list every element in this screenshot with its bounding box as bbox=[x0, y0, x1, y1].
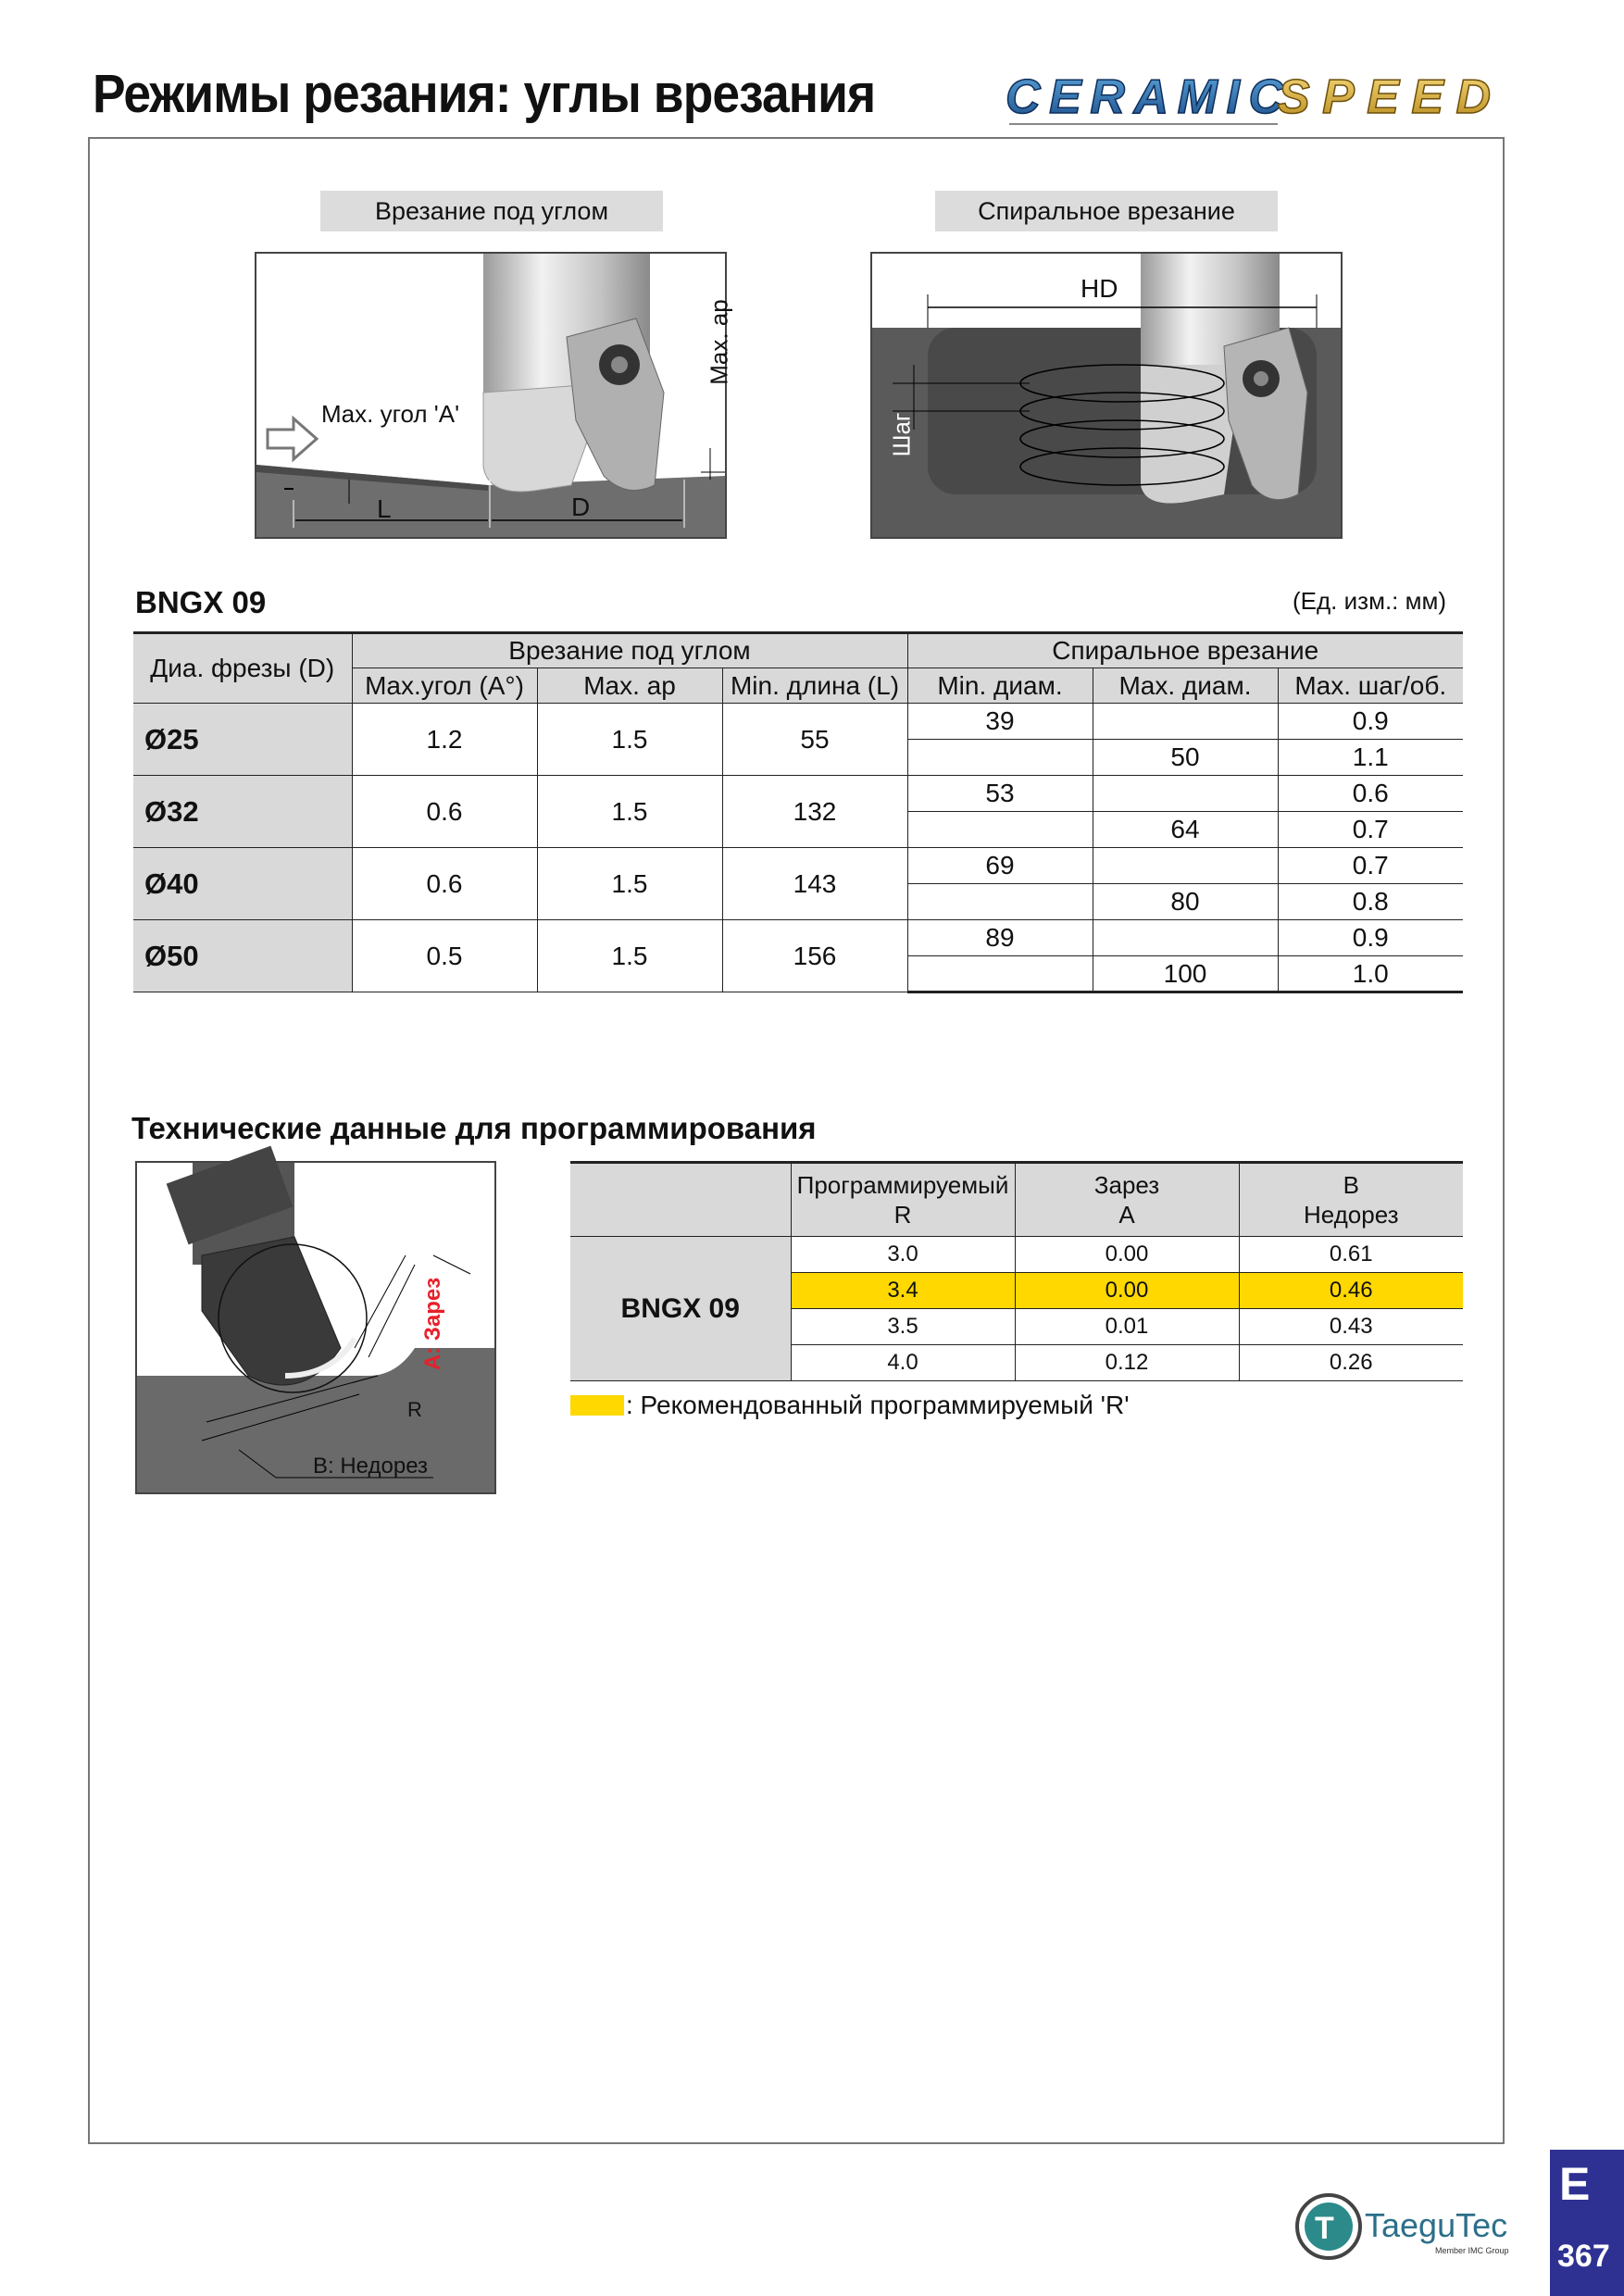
min-dia-cell: 69 bbox=[907, 848, 1093, 884]
min-dia-cell: 89 bbox=[907, 920, 1093, 956]
pitch-label: Шаг bbox=[887, 412, 916, 457]
angle-cell: 0.6 bbox=[352, 776, 537, 848]
table-row bbox=[133, 920, 1463, 956]
svg-text:Member IMC Group: Member IMC Group bbox=[1435, 2246, 1509, 2255]
r-cell: 3.5 bbox=[791, 1309, 1015, 1345]
pitch-cell: 0.6 bbox=[1278, 776, 1463, 812]
header-line: A bbox=[1118, 1201, 1135, 1229]
max-ap-label: Max. ap bbox=[705, 299, 733, 385]
min-dia-cell: 39 bbox=[907, 704, 1093, 740]
angle-cell: 0.6 bbox=[352, 848, 537, 920]
max-dia-cell: 100 bbox=[1093, 956, 1278, 992]
unit-note: (Ед. изм.: мм) bbox=[1293, 587, 1447, 615]
max-dia-cell: 50 bbox=[1093, 740, 1278, 776]
length-cell: 156 bbox=[722, 920, 907, 992]
L-label: L bbox=[377, 494, 392, 523]
helical-label: Спиральное врезание bbox=[935, 191, 1278, 231]
a-cell: 0.01 bbox=[1015, 1309, 1239, 1345]
programming-table bbox=[570, 1161, 1463, 1381]
svg-text:T: T bbox=[1315, 2211, 1334, 2246]
svg-text:SPEED: SPEED bbox=[1278, 70, 1491, 124]
length-cell: 55 bbox=[722, 704, 907, 776]
ap-cell: 1.5 bbox=[537, 776, 722, 848]
ramping-label: Врезание под углом bbox=[320, 191, 663, 231]
a-cell: 0.00 bbox=[1015, 1237, 1239, 1273]
a-cell: 0.12 bbox=[1015, 1345, 1239, 1381]
ap-cell: 1.5 bbox=[537, 848, 722, 920]
A-label: A: Зарез bbox=[420, 1277, 445, 1371]
angle-cell: 1.2 bbox=[352, 704, 537, 776]
empty-cell bbox=[907, 740, 1093, 776]
header-line: R bbox=[893, 1201, 912, 1229]
col-undercut-b bbox=[1239, 1163, 1463, 1237]
col-gouge-a bbox=[1015, 1163, 1239, 1237]
empty-cell bbox=[1093, 776, 1278, 812]
col-max-angle: Max.угол (A°) bbox=[352, 668, 537, 704]
length-cell: 132 bbox=[722, 776, 907, 848]
col-helical: Спиральное врезание bbox=[907, 633, 1463, 668]
table-row bbox=[133, 848, 1463, 884]
min-dia-cell: 53 bbox=[907, 776, 1093, 812]
angle-cell: 0.5 bbox=[352, 920, 537, 992]
b-cell: 0.46 bbox=[1239, 1273, 1463, 1309]
col-max-dia: Max. диам. bbox=[1093, 668, 1278, 704]
pitch-cell: 0.9 bbox=[1278, 704, 1463, 740]
empty-cell bbox=[907, 812, 1093, 848]
empty-cell bbox=[907, 884, 1093, 920]
table-row bbox=[133, 704, 1463, 740]
ap-cell: 1.5 bbox=[537, 920, 722, 992]
r-cell: 3.0 bbox=[791, 1237, 1015, 1273]
header-line: B bbox=[1343, 1171, 1359, 1199]
ap-cell: 1.5 bbox=[537, 704, 722, 776]
col-programmed-r bbox=[791, 1163, 1015, 1237]
legend-swatch bbox=[570, 1395, 624, 1416]
col-dia: Диа. фрезы (D) bbox=[133, 633, 352, 704]
dia-cell: Ø25 bbox=[133, 704, 352, 776]
b-cell: 0.43 bbox=[1239, 1309, 1463, 1345]
pitch-cell: 0.7 bbox=[1278, 812, 1463, 848]
ceramicspeed-logo bbox=[1000, 65, 1500, 139]
max-dia-cell: 80 bbox=[1093, 884, 1278, 920]
insert-name-cell: BNGX 09 bbox=[570, 1237, 791, 1381]
pitch-cell: 0.8 bbox=[1278, 884, 1463, 920]
col-ramping: Врезание под углом bbox=[352, 633, 907, 668]
col-max-ap: Max. ap bbox=[537, 668, 722, 704]
b-cell: 0.61 bbox=[1239, 1237, 1463, 1273]
max-dia-cell: 64 bbox=[1093, 812, 1278, 848]
b-cell: 0.26 bbox=[1239, 1345, 1463, 1381]
header-line: Зарез bbox=[1093, 1171, 1160, 1199]
max-angle-label: Max. угол 'A' bbox=[321, 400, 460, 428]
header-line: Недорез bbox=[1303, 1201, 1399, 1229]
legend-text: : Рекомендованный программируемый 'R' bbox=[626, 1391, 1130, 1419]
svg-text:CERAMIC: CERAMIC bbox=[1006, 70, 1283, 124]
dia-cell: Ø50 bbox=[133, 920, 352, 992]
empty-cell bbox=[1093, 704, 1278, 740]
empty-cell bbox=[1093, 848, 1278, 884]
table1-title: BNGX 09 bbox=[135, 585, 267, 619]
r-cell: 4.0 bbox=[791, 1345, 1015, 1381]
header-line: Программируемый bbox=[796, 1171, 1009, 1199]
pitch-cell: 1.0 bbox=[1278, 956, 1463, 992]
col-max-pitch: Max. шаг/об. bbox=[1278, 668, 1463, 704]
page-title: Режимы резания: углы врезания bbox=[93, 64, 876, 124]
D-label: D bbox=[571, 493, 591, 521]
length-cell: 143 bbox=[722, 848, 907, 920]
r-cell: 3.4 bbox=[791, 1273, 1015, 1309]
a-cell: 0.00 bbox=[1015, 1273, 1239, 1309]
table-row bbox=[133, 776, 1463, 812]
page-number: 367 bbox=[1557, 2239, 1610, 2274]
col-min-dia: Min. диам. bbox=[907, 668, 1093, 704]
pitch-cell: 0.9 bbox=[1278, 920, 1463, 956]
svg-text:TaeguTec: TaeguTec bbox=[1365, 2206, 1508, 2244]
dia-cell: Ø40 bbox=[133, 848, 352, 920]
dia-cell: Ø32 bbox=[133, 776, 352, 848]
helical-diagram bbox=[870, 252, 1343, 539]
table2-title: Технические данные для программирования bbox=[131, 1111, 817, 1145]
taegutec-logo bbox=[1287, 2185, 1528, 2268]
empty-cell bbox=[1093, 920, 1278, 956]
R-label: R bbox=[407, 1398, 422, 1421]
section-tab bbox=[1550, 2150, 1624, 2296]
legend bbox=[570, 1391, 1130, 1420]
pitch-cell: 1.1 bbox=[1278, 740, 1463, 776]
cutting-data-table bbox=[133, 631, 1463, 993]
HD-label: HD bbox=[1081, 274, 1118, 303]
col-min-length: Min. длина (L) bbox=[722, 668, 907, 704]
table-row bbox=[570, 1237, 1463, 1273]
section-letter: E bbox=[1559, 2158, 1591, 2210]
B-label: B: Недорез bbox=[313, 1454, 429, 1479]
pitch-cell: 0.7 bbox=[1278, 848, 1463, 884]
ramping-diagram bbox=[255, 252, 733, 539]
empty-cell bbox=[907, 956, 1093, 992]
empty-header bbox=[570, 1163, 791, 1237]
programming-diagram bbox=[135, 1161, 496, 1494]
